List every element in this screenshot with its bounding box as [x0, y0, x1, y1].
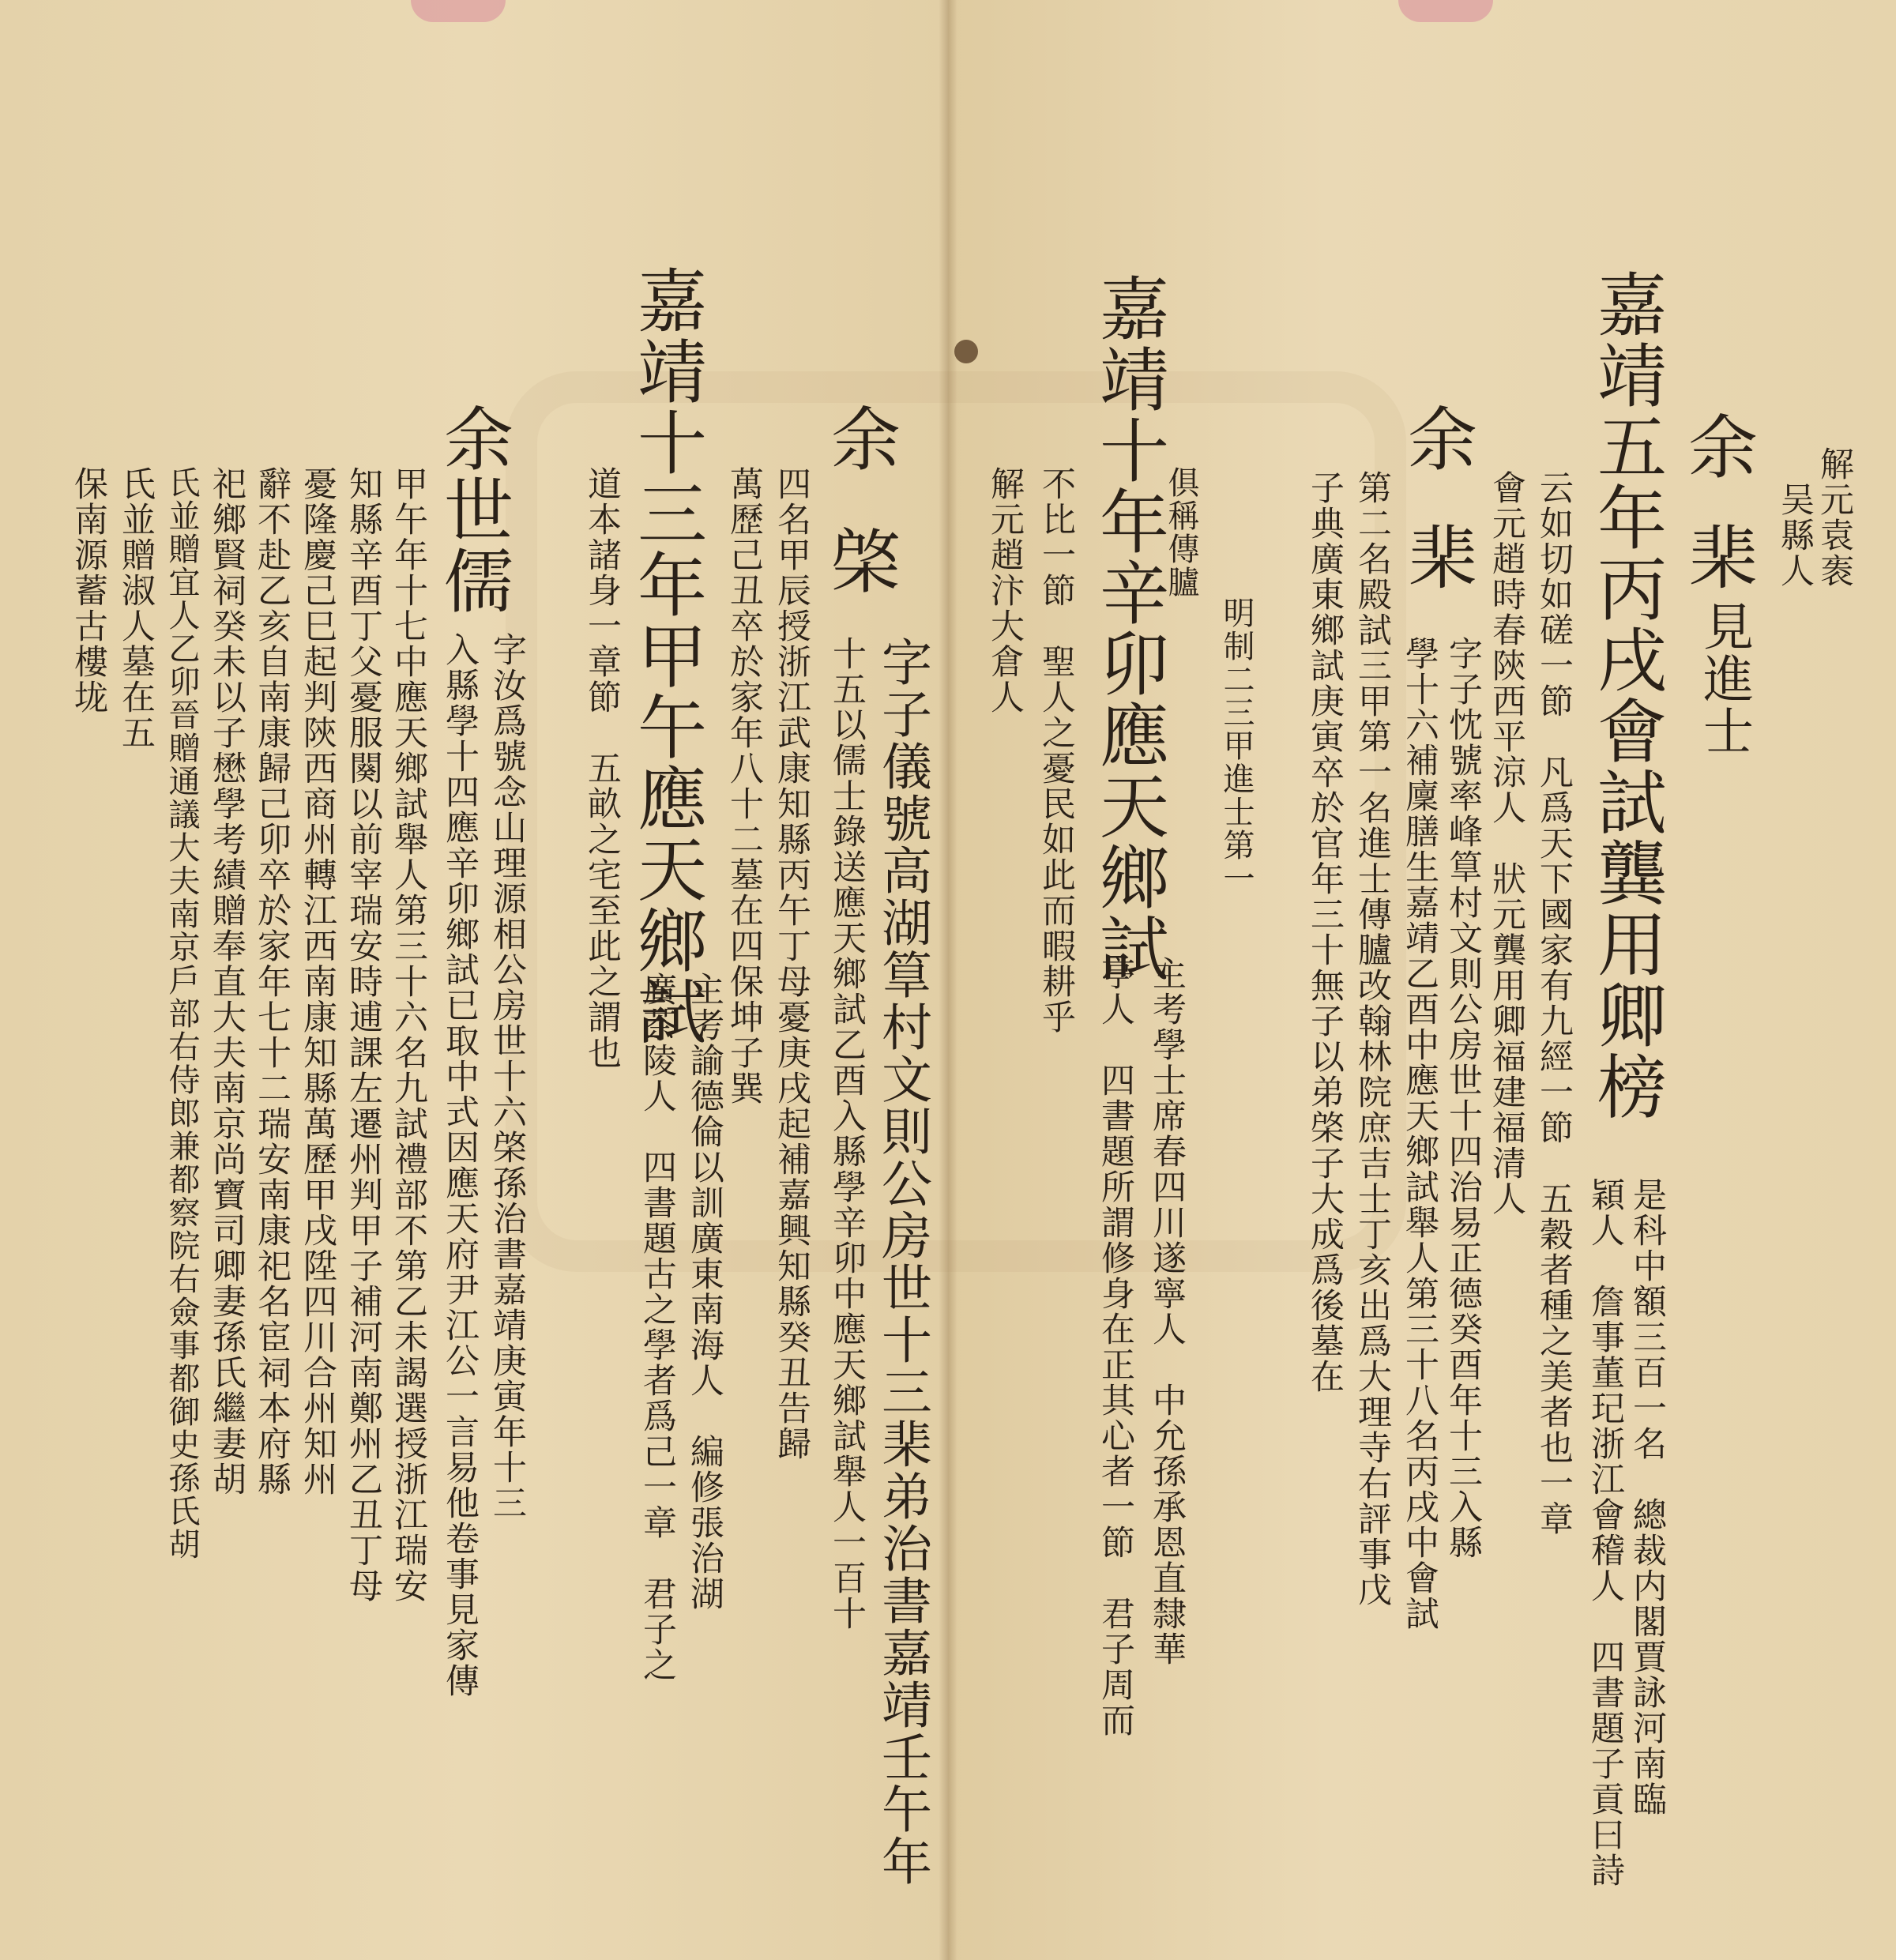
- text-column: 解元趙汴大倉人: [985, 466, 1025, 715]
- annotation: 見進士: [1695, 600, 1753, 757]
- biography-text: 子典廣東鄉試庚寅卒於官年三十無子以弟棨子大成爲後墓在: [1305, 470, 1345, 1394]
- biography-text: 字汝爲號念山理源相公房世十六棨孫治書嘉靖庚寅年十三: [487, 632, 527, 1521]
- person-name: 余世儒: [433, 403, 514, 616]
- text-column: 道本諸身一章節 五畝之宅至此之謂也: [582, 466, 622, 1070]
- exam-heading: 嘉靖十三年甲午應天鄉試: [626, 265, 708, 1047]
- red-seal-mark: [1398, 0, 1493, 22]
- text-column: 云如切如磋一節 凡爲天下國家有九經一節 五穀者種之美者也一章: [1534, 470, 1574, 1537]
- side-note: 俱稱傳臚: [1163, 466, 1199, 599]
- person-given-name: 棐: [1677, 521, 1759, 593]
- biography-text: 四名甲辰授浙江武康知縣丙午丁母憂庚戌起補嘉興知縣癸丑告歸: [772, 466, 811, 1462]
- biography-text: 字子忱號率峰筸村文則公房世十四治易正德癸酉年十三入縣: [1443, 636, 1483, 1560]
- text-column: 吴縣人: [1775, 482, 1815, 589]
- biography-text: 氏並贈淑人墓在五: [116, 466, 156, 751]
- biography-text: 字子儀號高湖筸村文則公房世十三棐弟治書嘉靖壬午年: [873, 636, 931, 1887]
- biography-text: 入縣學十四應辛卯鄉試已取中式因應天府尹江公一言易他卷事見家傳: [440, 632, 480, 1699]
- biography-text: 十五以儒士錄送應天鄉試乙酉入縣學辛卯中應天鄉試舉人一百十: [827, 636, 867, 1631]
- text-column: 亭人 四書題所謂修身在正其心者一節 君子周而: [1096, 956, 1135, 1738]
- biography-text: 憂隆慶己巳起判陝西商州轉江西南康知縣萬歷甲戌陞四川合州知州: [298, 466, 337, 1497]
- person-given-name: 棨: [820, 525, 901, 596]
- side-note: 明制二三甲進士第一: [1218, 596, 1255, 895]
- text-column: 解元袁袠: [1815, 446, 1854, 589]
- biography-text: 祀鄉賢祠癸未以子懋學考績贈奉直大夫南京尚寶司卿妻孫氏繼妻胡: [207, 466, 246, 1497]
- biography-text: 萬歷己丑卒於家年八十二墓在四保坤子巽: [724, 466, 764, 1106]
- person-surname: 余: [1677, 411, 1759, 482]
- text-column: 是科中額三百一名 總裁内閣賈詠河南臨: [1627, 1177, 1667, 1817]
- person-given-name: 棐: [1397, 521, 1478, 593]
- text-column: 主考學士席春四川遂寧人 中允孫承恩直隸華: [1147, 956, 1187, 1667]
- biography-text: 辭不赴乙亥自南康歸己卯卒於家年七十二瑞安南康祀名宦祠本府縣: [252, 466, 292, 1497]
- red-seal-mark: [411, 0, 506, 22]
- biography-text: 保南源蓄古樓垅: [69, 466, 108, 715]
- text-column: 穎人 詹事董玘浙江會稽人 四書題子貢曰詩: [1586, 1177, 1625, 1888]
- ink-stain: [954, 340, 978, 363]
- biography-text: 第二名殿試三甲第一名進士傳臚改翰林院庶吉士丁亥出爲大理寺右評事戊: [1352, 470, 1392, 1608]
- text-column: 會元趙時春陝西平涼人 狀元龔用卿福建福清人: [1487, 470, 1526, 1217]
- text-column: 主考諭德倫以訓廣東南海人 編修張治湖: [685, 972, 724, 1612]
- biography-text: 知縣辛酉丁父憂服闋以前宰瑞安時逋課左遷州判甲子補河南鄭州乙丑丁母: [344, 466, 383, 1604]
- person-surname: 余: [1397, 403, 1478, 474]
- text-column: 廣茶陵人 四書題古之學者爲己一章 君子之: [638, 972, 677, 1683]
- person-surname: 余: [820, 403, 901, 474]
- exam-heading: 嘉靖五年丙戌會試龔用卿榜: [1586, 269, 1668, 1122]
- exam-heading: 嘉靖十年辛卯應天鄉試: [1089, 273, 1170, 984]
- biography-text: 學十六補廩膳生嘉靖乙酉中應天鄉試舉人第三十八名丙戌中會試: [1400, 636, 1439, 1631]
- biography-text: 氏並贈宜人乙卯晉贈通議大夫南京戶部右侍郎兼都察院右僉事都御史孫氏胡: [164, 466, 200, 1561]
- biography-text: 甲午年十七中應天鄉試舉人第三十六名九試禮部不第乙未謁選授浙江瑞安: [389, 466, 428, 1604]
- text-column: 不比一節 聖人之憂民如此而暇耕乎: [1036, 466, 1076, 1035]
